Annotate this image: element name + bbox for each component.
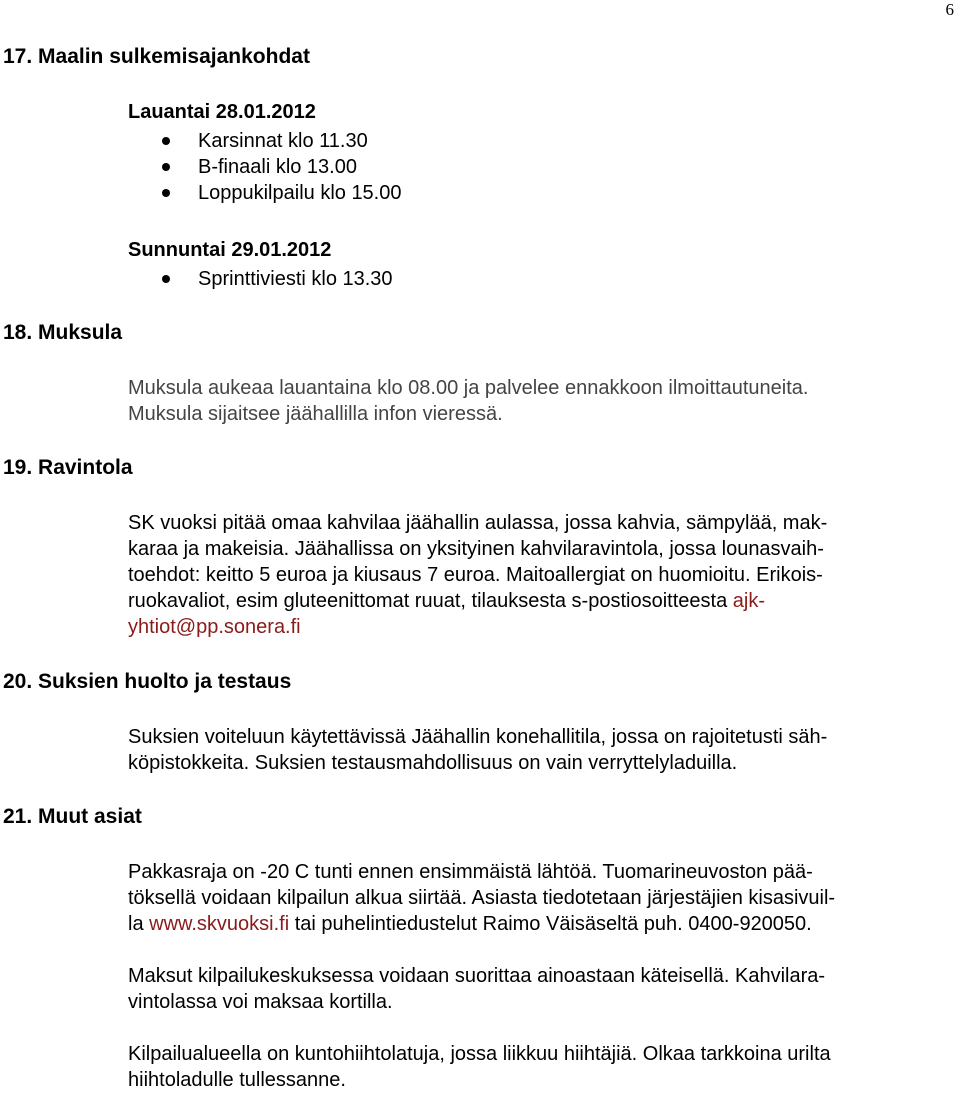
section-20-title: 20. Suksien huolto ja testaus — [3, 670, 292, 693]
section-21-title: 21. Muut asiat — [3, 805, 142, 828]
day1-heading: Lauantai 28.01.2012 — [128, 101, 316, 123]
ravintola-line — [128, 614, 301, 640]
bullet-icon — [162, 137, 170, 145]
muut-line: Maksut kilpailukeskuksessa voidaan suorittaa ainoastaan käteisellä. Kahvilara- — [128, 965, 826, 987]
muut-line-text: la — [128, 913, 150, 935]
muut-line: töksellä voidaan kilpailun alkua siirtää. Asiasta tiedotetaan järjestäjien kisasivuil- — [128, 887, 836, 909]
muksula-line: Muksula sijaitsee jäähallilla infon vieressä. — [128, 403, 503, 425]
bullet-icon — [162, 189, 170, 197]
huolto-line: Suksien voiteluun käytettävissä Jäähallin konehallitila, jossa on rajoitetusti säh- — [128, 726, 828, 748]
section-18-title: 18. Muksula — [3, 321, 123, 344]
ravintola-line — [128, 588, 765, 614]
bullet-icon — [162, 163, 170, 171]
ravintola-line-text: ruokavaliot, esim gluteenittomat ruuat, tilauksesta s-postiosoitteesta — [128, 590, 733, 612]
bullet-icon — [162, 275, 170, 283]
day2-heading: Sunnuntai 29.01.2012 — [128, 239, 332, 261]
list-item: Loppukilpailu klo 15.00 — [198, 182, 402, 204]
huolto-line: köpistokkeita. Suksien testausmahdollisuus on vain verryttelyladuilla. — [128, 752, 738, 774]
section-19-title: 19. Ravintola — [3, 456, 133, 479]
list-item: Karsinnat klo 11.30 — [198, 130, 368, 152]
email-link[interactable]: ajk- — [732, 590, 765, 612]
ravintola-line: karaa ja makeisia. Jäähallissa on yksityinen kahvilaravintola, jossa lounasvaih- — [128, 538, 824, 560]
muut-line — [128, 911, 812, 937]
muut-line: hiihtoladulle tullessanne. — [128, 1069, 346, 1091]
website-link[interactable]: www.skvuoksi.fi — [149, 913, 290, 935]
page-number: 6 — [945, 0, 954, 19]
muut-line: vintolassa voi maksaa kortilla. — [128, 991, 393, 1013]
muut-line-text: tai puhelintiedustelut Raimo Väisäseltä puh. 0400-920050. — [289, 913, 812, 935]
email-link[interactable]: yhtiot@pp.sonera.fi — [128, 616, 301, 638]
ravintola-line: SK vuoksi pitää omaa kahvilaa jäähallin aulassa, jossa kahvia, sämpylää, mak- — [128, 512, 828, 534]
list-item: B-finaali klo 13.00 — [198, 156, 357, 178]
ravintola-line: toehdot: keitto 5 euroa ja kiusaus 7 euroa. Maitoallergiat on huomioitu. Erikois- — [128, 564, 823, 586]
muksula-line: Muksula aukeaa lauantaina klo 08.00 ja palvelee ennakkoon ilmoittautuneita. — [128, 377, 809, 399]
list-item: Sprinttiviesti klo 13.30 — [198, 268, 393, 290]
section-17-title: 17. Maalin sulkemisajankohdat — [3, 45, 310, 68]
muut-line: Kilpailualueella on kuntohiihtolatuja, jossa liikkuu hiihtäjiä. Olkaa tarkkoina urilta — [128, 1043, 831, 1065]
muut-line: Pakkasraja on -20 C tunti ennen ensimmäistä lähtöä. Tuomarineuvoston pää- — [128, 861, 813, 883]
